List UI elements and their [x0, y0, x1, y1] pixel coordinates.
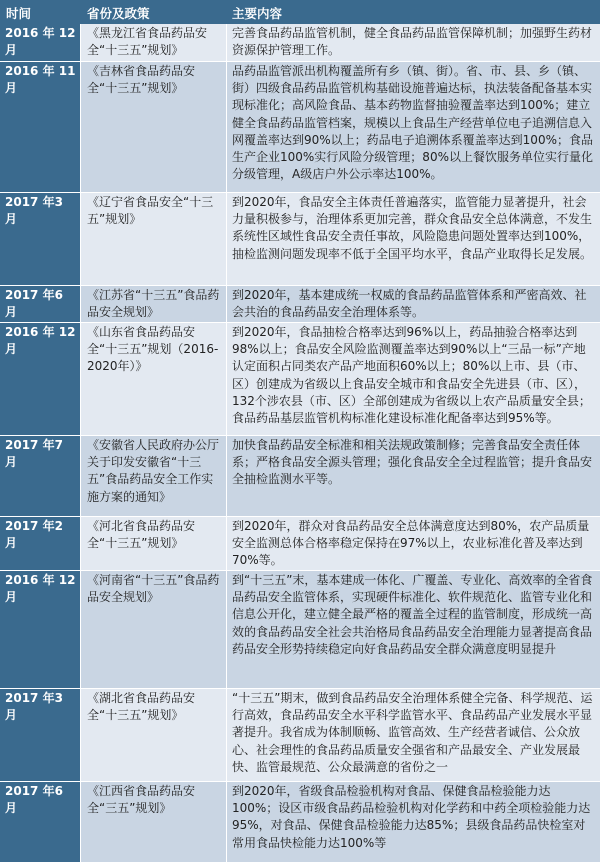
- table-row: [0, 286, 600, 323]
- table-row: [0, 571, 600, 689]
- row-time: 2017 年6 月: [0, 782, 81, 862]
- row-policy: 《山东省食品药品安全“十三五”规划（2016-2020年）》: [81, 323, 227, 435]
- row-content: 品药品监管派出机构覆盖所有乡（镇、街）。省、市、县、乡（镇、街）四级食品药品监管机构基础设施普遍达标，执法装备配备基本实现标准化；高风险食品、基本药物监督抽验覆盖率达到100%；建立健全食品药品监管档案，规模以上食品生产经营单位电子追溯信息入网覆盖率达到90%以上；药品电子追溯体系覆盖率达到100%；食品生产企业100%实行风险分级管理；80%以上餐饮服务单位实行量化分级管理，A级店户外公示率达100%。: [232, 64, 593, 182]
- row-content: 到“十三五”末，基本建成一体化、广覆盖、专业化、高效率的全省食品药品安全监管体系，实现硬件标准化、软件规范化、监管专业化和信息公开化，建立健全最严格的覆盖全过程的监管制度，形成统一高效的食品药品安全社会共治格局食品药品安全治理能力显著提高食品药品安全形势持续稳定向好食品药品安全群众满意度明显提升: [232, 573, 593, 656]
- row-content: 到2020年，群众对食品药品安全总体满意度达到80%，农产品质量安全监测总体合格率稳定保持在97%以上，农业标准化普及率达到70%等。: [232, 519, 590, 568]
- row-content: “十三五”期末，做到食品药品安全治理体系健全完备、科学规范、运行高效，食品药品安全水平科学监管水平、食品药品产业发展水平显著提升。我省成为体制顺畅、监管高效、生产经营者诚信、公众放心、社会理性的食品药品质量安全强省和产品最安全、产业发展最快、监管最规范、公众最满意的省份之一: [232, 691, 593, 774]
- row-content: 到2020年，基本建成统一权威的食品药品监管体系和严密高效、社会共治的食品药品安全治理体系等。: [232, 288, 587, 320]
- row-content: 加快食品药品安全标准和相关法规政策制修；完善食品安全责任体系；严格食品安全源头管理；强化食品安全全过程监管；提升食品安全抽检监测水平等。: [232, 438, 593, 487]
- row-time: 2017 年3 月: [0, 689, 81, 781]
- row-time: 2016 年 12月: [0, 24, 81, 61]
- table-row: [0, 436, 600, 517]
- row-time: 2016 年 12月: [0, 323, 81, 435]
- row-policy: 《江西省食品药品安全“三五”规划》: [81, 782, 227, 862]
- table-row: [0, 62, 600, 193]
- row-time: 2017 年3 月: [0, 193, 81, 285]
- table-row: [0, 323, 600, 436]
- row-policy: 《安徽省人民政府办公厅关于印发安徽省“十三五”食品药品安全工作实施方案的通知》: [81, 436, 227, 516]
- row-time: 2017 年2 月: [0, 517, 81, 570]
- table-row: [0, 689, 600, 782]
- header-time: 时间: [6, 6, 32, 21]
- row-content: 到2020年，省级食品检验机构对食品、保健食品检验能力达100%；设区市级食品药品检验机构对化学药和中药全项检验能力达95%，对食品、保健食品检验能力达85%；县级食品药品快检室对常用食品快检能力达100%等: [232, 784, 591, 850]
- row-content: 到2020年，食品抽检合格率达到96%以上，药品抽验合格率达到98%以上；食品安全风险监测覆盖率达到90%以上“三品一标”产地认定面积占同类农产品产地面积60%以上；80%以上市、县（市、区）创建成为省级以上食品安全城市和食品安全先进县（市、区），132个涉农县（市、区）全部创建成为省级以上农产品质量安全县；食品药品基层监管机构标准化建设标准化配备率达到95%等。: [232, 325, 591, 426]
- table-row: [0, 782, 600, 862]
- row-policy: 《吉林省食品药品安全“十三五”规划》: [81, 62, 227, 192]
- row-time: 2017 年6 月: [0, 286, 81, 322]
- row-policy: 《河南省“十三五”食品药品安全规划》: [81, 571, 227, 688]
- row-policy: 《河北省食品药品安全“十三五”规划》: [81, 517, 227, 570]
- table-row: [0, 24, 600, 62]
- row-policy: 《江苏省“十三五”食品药品安全规划》: [81, 286, 227, 322]
- row-policy: 《黑龙江省食品药品安全“十三五”规划》: [81, 24, 227, 61]
- row-time: 2016 年 11月: [0, 62, 81, 192]
- row-policy: 《湖北省食品药品安全“十三五”规划》: [81, 689, 227, 781]
- row-content: 完善食品药品监管机制，健全食品药品监管保障机制；加强野生药材资源保护管理工作。: [232, 26, 593, 58]
- row-content: 到2020年，食品安全主体责任普遍落实，监管能力显著提升，社会力量积极参与，治理体系更加完善，群众食品安全总体满意，不发生系统性区域性食品安全责任事故，风险隐患问题处置率达到100%，抽检监测问题发现率不低于全国平均水平，食品产业取得长足发展。: [232, 195, 593, 261]
- header-policy: 省份及政策: [87, 6, 150, 21]
- table-row: [0, 517, 600, 571]
- table-row: [0, 193, 600, 286]
- header-content: 主要内容: [232, 6, 283, 21]
- row-time: 2017 年7 月: [0, 436, 81, 516]
- row-time: 2016 年 12月: [0, 571, 81, 688]
- row-policy: 《辽宁省食品安全“十三五”规划》: [81, 193, 227, 285]
- table-header: [0, 0, 600, 24]
